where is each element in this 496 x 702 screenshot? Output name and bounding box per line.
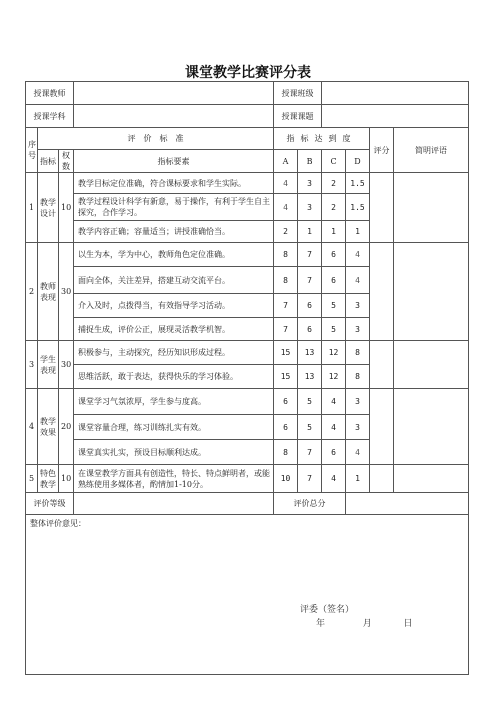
indicator-header: 指标 bbox=[38, 150, 59, 173]
score-c: 12 bbox=[322, 341, 346, 365]
criterion-text: 在课堂教学方面具有创造性，特长、特点鲜明者，或能熟练使用多媒体者，酌情加1-10分。 bbox=[74, 465, 274, 493]
criterion-text: 课堂容量合理，练习训练扎实有效。 bbox=[74, 415, 274, 440]
section-weight: 20 bbox=[59, 389, 74, 465]
subject-label: 授课学科 bbox=[26, 105, 74, 128]
class-field[interactable] bbox=[322, 82, 469, 105]
section-indicator: 教学设计 bbox=[38, 173, 59, 243]
comment-header: 简明评语 bbox=[394, 128, 469, 173]
grade-field[interactable] bbox=[74, 493, 274, 515]
total-label: 评价总分 bbox=[274, 493, 346, 515]
score-b: 7 bbox=[298, 267, 322, 294]
date-line bbox=[316, 616, 413, 629]
class-label: 授课班级 bbox=[274, 82, 322, 105]
score-d: 1.5 bbox=[346, 173, 370, 194]
score-b: 3 bbox=[298, 194, 322, 221]
criterion-text: 思维活跃，敢于表达，获得快乐的学习体验。 bbox=[74, 365, 274, 389]
criteria-row bbox=[26, 389, 469, 415]
grade-a-header: A bbox=[274, 150, 298, 173]
score-c: 6 bbox=[322, 243, 346, 267]
date-day: 日 bbox=[403, 619, 413, 629]
score-b: 13 bbox=[298, 341, 322, 365]
score-a: 15 bbox=[274, 341, 298, 365]
score-b: 5 bbox=[298, 389, 322, 415]
score-d: 8 bbox=[346, 365, 370, 389]
criterion-text: 积极参与，主动探究，经历知识形成过程。 bbox=[74, 341, 274, 365]
section-weight: 10 bbox=[59, 173, 74, 243]
score-a: 7 bbox=[274, 318, 298, 341]
score-table bbox=[25, 81, 469, 675]
criterion-text: 教学内容正确；容量适当；讲授准确恰当。 bbox=[74, 221, 274, 243]
criteria-row bbox=[26, 341, 469, 365]
subject-row bbox=[26, 105, 469, 128]
section-seq: 4 bbox=[26, 389, 38, 465]
overall-row bbox=[26, 515, 469, 675]
subject-field[interactable] bbox=[74, 105, 274, 128]
score-b: 6 bbox=[298, 318, 322, 341]
score-b: 7 bbox=[298, 243, 322, 267]
section-comment-cell[interactable] bbox=[394, 173, 469, 243]
section-score-cell[interactable] bbox=[370, 173, 394, 243]
section-score-cell[interactable] bbox=[370, 389, 394, 465]
score-c: 6 bbox=[322, 267, 346, 294]
score-b: 1 bbox=[298, 221, 322, 243]
score-a: 8 bbox=[274, 243, 298, 267]
grade-label: 评价等级 bbox=[26, 493, 74, 515]
criteria-row bbox=[26, 465, 469, 493]
grade-c-header: C bbox=[322, 150, 346, 173]
section-comment-cell[interactable] bbox=[394, 243, 469, 341]
teacher-field[interactable] bbox=[74, 82, 274, 105]
criterion-text: 教学过程设计科学有新意，易于操作，有利于学生自主探究，合作学习。 bbox=[74, 194, 274, 221]
total-field[interactable] bbox=[346, 493, 469, 515]
date-year: 年 bbox=[316, 619, 326, 629]
section-seq: 1 bbox=[26, 173, 38, 243]
section-seq: 3 bbox=[26, 341, 38, 389]
section-seq: 5 bbox=[26, 465, 38, 493]
section-comment-cell[interactable] bbox=[394, 465, 469, 493]
score-d: 1.5 bbox=[346, 194, 370, 221]
criterion-text: 以生为本，学为中心，教师角色定位准确。 bbox=[74, 243, 274, 267]
criteria-header: 评 价 标 准 bbox=[38, 128, 274, 150]
criterion-text: 教学目标定位准确，符合课标要求和学生实际。 bbox=[74, 173, 274, 194]
criterion-text: 介入及时，点拨得当，有效指导学习活动。 bbox=[74, 294, 274, 318]
score-b: 7 bbox=[298, 465, 322, 493]
score-a: 6 bbox=[274, 415, 298, 440]
score-b: 3 bbox=[298, 173, 322, 194]
score-c: 5 bbox=[322, 294, 346, 318]
score-b: 7 bbox=[298, 440, 322, 465]
score-a: 8 bbox=[274, 440, 298, 465]
overall-label: 整体评价意见： bbox=[30, 519, 86, 528]
score-c: 4 bbox=[322, 415, 346, 440]
score-c: 4 bbox=[322, 389, 346, 415]
date-month: 月 bbox=[362, 619, 372, 629]
score-d: 4 bbox=[346, 267, 370, 294]
degree-header: 指标达到度 bbox=[274, 128, 370, 150]
criterion-text: 面向全体，关注差异，搭建互动交流平台。 bbox=[74, 267, 274, 294]
signature-label: 评委（签名） bbox=[300, 605, 355, 615]
section-indicator: 教学效果 bbox=[38, 389, 59, 465]
section-comment-cell[interactable] bbox=[394, 341, 469, 389]
score-a: 4 bbox=[274, 194, 298, 221]
topic-label: 授课课题 bbox=[274, 105, 322, 128]
score-d: 4 bbox=[346, 243, 370, 267]
section-score-cell[interactable] bbox=[370, 341, 394, 389]
form-title: 课堂教学比赛评分表 bbox=[185, 65, 311, 81]
criterion-text: 课堂学习气氛浓厚，学生参与度高。 bbox=[74, 389, 274, 415]
score-a: 4 bbox=[274, 173, 298, 194]
score-c: 2 bbox=[322, 173, 346, 194]
criteria-row bbox=[26, 173, 469, 194]
grade-row bbox=[26, 493, 469, 515]
score-d: 1 bbox=[346, 465, 370, 493]
section-weight: 30 bbox=[59, 243, 74, 341]
seq-header: 序号 bbox=[26, 128, 38, 173]
score-d: 8 bbox=[346, 341, 370, 365]
score-a: 8 bbox=[274, 267, 298, 294]
score-a: 15 bbox=[274, 365, 298, 389]
section-weight: 30 bbox=[59, 341, 74, 389]
topic-field[interactable] bbox=[322, 105, 469, 128]
criterion-text: 课堂真实扎实，预设目标顺利达成。 bbox=[74, 440, 274, 465]
teacher-label: 授课教师 bbox=[26, 82, 74, 105]
score-b: 6 bbox=[298, 294, 322, 318]
score-c: 6 bbox=[322, 440, 346, 465]
criteria-header-row bbox=[26, 128, 469, 150]
score-c: 5 bbox=[322, 318, 346, 341]
score-a: 7 bbox=[274, 294, 298, 318]
score-c: 12 bbox=[322, 365, 346, 389]
section-comment-cell[interactable] bbox=[394, 389, 469, 465]
grade-d-header: D bbox=[346, 150, 370, 173]
score-header: 评分 bbox=[370, 128, 394, 173]
section-seq: 2 bbox=[26, 243, 38, 341]
score-d: 3 bbox=[346, 389, 370, 415]
section-indicator: 教师表现 bbox=[38, 243, 59, 341]
elements-header: 指标要素 bbox=[74, 150, 274, 173]
weight-header: 权数 bbox=[59, 150, 74, 173]
score-d: 1 bbox=[346, 221, 370, 243]
score-b: 13 bbox=[298, 365, 322, 389]
teacher-row bbox=[26, 82, 469, 105]
score-d: 4 bbox=[346, 440, 370, 465]
score-b: 5 bbox=[298, 415, 322, 440]
score-d: 3 bbox=[346, 294, 370, 318]
score-a: 10 bbox=[274, 465, 298, 493]
section-indicator: 特色教学 bbox=[38, 465, 59, 493]
score-a: 2 bbox=[274, 221, 298, 243]
section-indicator: 学生表现 bbox=[38, 341, 59, 389]
section-score-cell[interactable] bbox=[370, 243, 394, 341]
score-c: 1 bbox=[322, 221, 346, 243]
score-c: 4 bbox=[322, 465, 346, 493]
criterion-text: 捕捉生成，评价公正，展现灵活教学机智。 bbox=[74, 318, 274, 341]
score-a: 6 bbox=[274, 389, 298, 415]
section-weight: 10 bbox=[59, 465, 74, 493]
section-score-cell[interactable] bbox=[370, 465, 394, 493]
score-d: 3 bbox=[346, 318, 370, 341]
score-d: 3 bbox=[346, 415, 370, 440]
overall-comment-field[interactable] bbox=[26, 515, 469, 675]
score-c: 2 bbox=[322, 194, 346, 221]
grade-b-header: B bbox=[298, 150, 322, 173]
criteria-row bbox=[26, 243, 469, 267]
